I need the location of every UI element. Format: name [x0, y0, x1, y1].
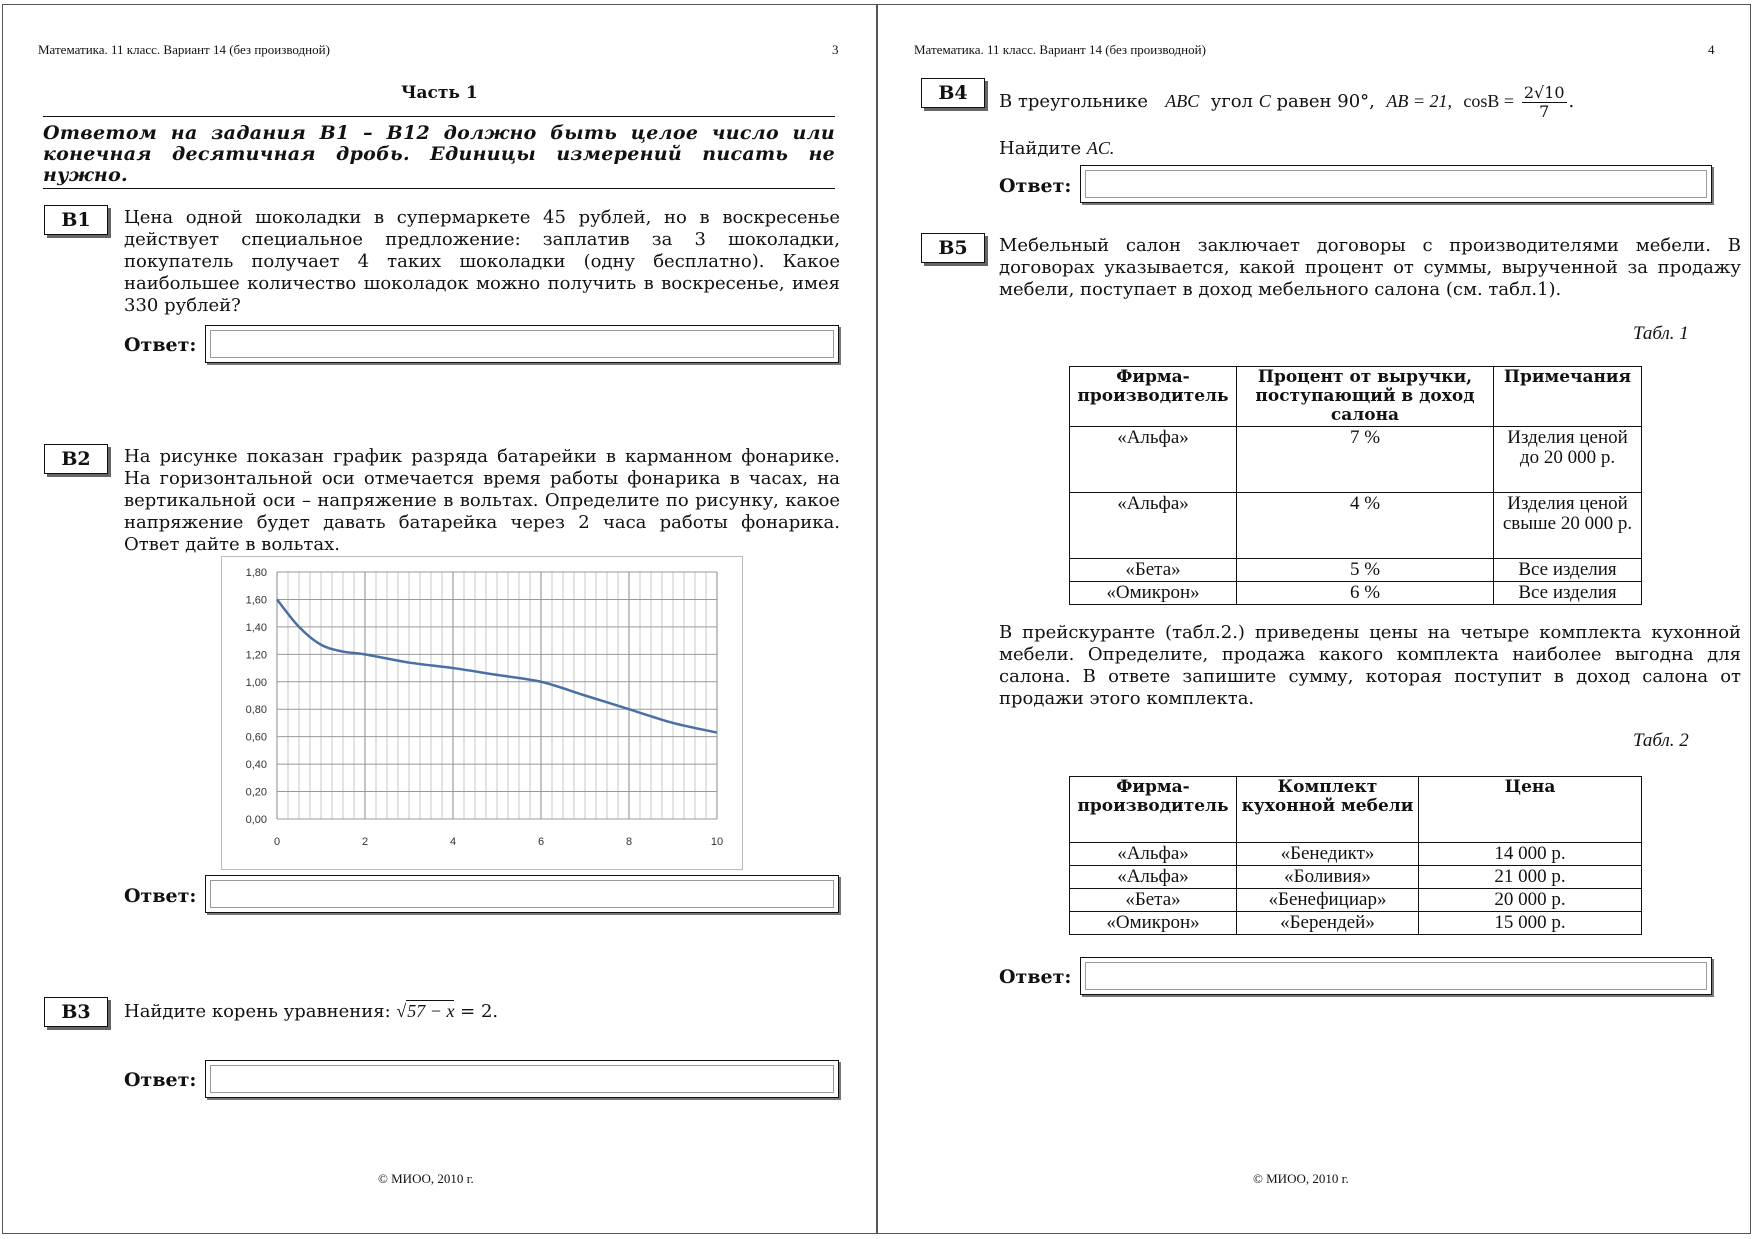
answer-field-b2[interactable]: [205, 875, 839, 913]
page-number: 3: [832, 42, 839, 57]
x-tick-label: 10: [710, 836, 724, 848]
table-cell: «Альфа»: [1070, 843, 1237, 866]
task-text-b3: Найдите корень уравнения: √57 − x = 2.: [124, 1001, 499, 1022]
b3-radicand: 57 − x: [407, 1001, 455, 1021]
x-tick-label: 8: [625, 836, 633, 848]
b4-text: Найдите: [999, 138, 1082, 159]
y-tick-label: 0,20: [245, 786, 267, 799]
table-cell: «Бенефициар»: [1237, 889, 1419, 912]
y-tick-label: 0,00: [245, 814, 267, 826]
right-page: [877, 4, 1751, 1234]
table-cell: 6 %: [1237, 582, 1494, 605]
table-row: [1070, 912, 1642, 935]
b4-ac: AC.: [1086, 138, 1115, 158]
task-text-b4-line2: [999, 137, 1114, 160]
chart-svg: [222, 557, 742, 869]
header-title: Математика. 11 класс. Вариант 14 (без производной): [914, 42, 1206, 57]
table-cell: «Альфа»: [1070, 493, 1237, 559]
table1-header: Процент от выручки, поступающий в доход салона: [1237, 367, 1494, 427]
table-row: [1070, 559, 1642, 582]
answer-label-b1: Ответ:: [124, 334, 197, 356]
table-cell: Все изделия: [1494, 582, 1642, 605]
x-tick-label: 4: [449, 836, 457, 848]
x-tick-label: 0: [273, 836, 281, 848]
y-tick-label: 1,20: [245, 649, 267, 662]
table2-caption: Табл. 2: [1633, 730, 1689, 751]
b4-c: C: [1258, 91, 1271, 111]
y-tick-label: 1,80: [245, 567, 267, 579]
table-cell: 4 %: [1237, 493, 1494, 559]
table2-header: Фирма-производитель: [1070, 777, 1237, 843]
table-cell: 7 %: [1237, 427, 1494, 493]
battery-discharge-chart: [221, 556, 743, 870]
table1-header: Фирма-производитель: [1070, 367, 1237, 427]
y-tick-label: 1,40: [245, 621, 267, 634]
task-text-b5: Мебельный салон заключает договоры с производителями мебели. В договорах указывается, какой процент от суммы, вырученной за продажу мебели, поступает в доход мебельного салона (см. табл.1).: [999, 235, 1741, 300]
header-title: Математика. 11 класс. Вариант 14 (без производной): [38, 42, 330, 57]
table-cell: Все изделия: [1494, 559, 1642, 582]
task-label-b4: B4: [921, 78, 985, 108]
table-cell: «Альфа»: [1070, 866, 1237, 889]
task-text-b2: На рисунке показан график разряда батарейки в карманном фонарике. На горизонтальной оси отмечается время работы фонарика в часах, на вертикальной оси – напряжение в вольтах. Определите по рисунку, какое напряжение будет давать батарейка через 2 часа работы фонарика. Ответ дайте в вольтах.: [124, 446, 840, 555]
b3-text-before: Найдите корень уравнения:: [124, 1001, 391, 1022]
task-text-b1: Цена одной шоколадки в супермаркете 45 рублей, но в воскресенье действует специальное предложение: заплатив за 3 шоколадки, покупатель получает 4 таких шоколадки (одну бесплатно). Какое наибольшее количество шоколадок можно получить в воскресенье, имея 330 рублей?: [124, 207, 840, 316]
table-cell: «Берендей»: [1237, 912, 1419, 935]
left-page: [2, 4, 877, 1234]
table2-header: Комплект кухонной мебели: [1237, 777, 1419, 843]
table-cell: 15 000 р.: [1419, 912, 1642, 935]
table-cell: «Боливия»: [1237, 866, 1419, 889]
table-cell: Изделия ценой до 20 000 р.: [1494, 427, 1642, 493]
table-cell: 21 000 р.: [1419, 866, 1642, 889]
page-number: 4: [1708, 42, 1715, 57]
table-row: [1070, 427, 1642, 493]
y-tick-label: 1,60: [245, 594, 267, 607]
x-tick-label: 6: [537, 836, 545, 848]
table-prices: [1069, 776, 1642, 935]
task-label-b1: B1: [44, 205, 108, 235]
table-row: [1070, 843, 1642, 866]
x-tick-label: 2: [361, 836, 369, 848]
b4-fraction: [1522, 84, 1567, 121]
table-cell: «Бета»: [1070, 889, 1237, 912]
task-label-b3: B3: [44, 997, 108, 1027]
table1-header: Примечания: [1494, 367, 1642, 427]
task-text-b4: В треугольнике ABC угол C равен 90°, AB = 21, cosB = $\frac{2√10}{7}$ .: [999, 82, 1575, 121]
table-row: [1070, 866, 1642, 889]
table-cell: 14 000 р.: [1419, 843, 1642, 866]
y-tick-label: 0,80: [245, 704, 267, 717]
b4-ab: AB = 21,: [1386, 91, 1452, 111]
answer-label-b2: Ответ:: [124, 885, 197, 907]
b4-text: угол: [1210, 91, 1253, 112]
table-cell: «Омикрон»: [1070, 582, 1237, 605]
b4-abc: ABC: [1165, 91, 1200, 111]
b4-cos: cosB =: [1463, 91, 1515, 111]
task-text-b5-part2: В прейскуранте (табл.2.) приведены цены на четыре комплекта кухонной мебели. Определите, продажа какого комплекта наиболее выгодна для салона. В ответе запишите сумму, которая поступит в доход салона от продажи этого комплекта.: [999, 622, 1741, 709]
table-cell: «Альфа»: [1070, 427, 1237, 493]
answer-label-b4: Ответ:: [999, 175, 1072, 197]
footer: © МИОО, 2010 г.: [378, 1171, 474, 1186]
table-cell: «Омикрон»: [1070, 912, 1237, 935]
y-tick-label: 1,00: [245, 676, 267, 689]
answer-label-b5: Ответ:: [999, 966, 1072, 988]
table-cell: Изделия ценой свыше 20 000 р.: [1494, 493, 1642, 559]
b3-text-after: = 2.: [460, 1001, 499, 1022]
table-cell: 20 000 р.: [1419, 889, 1642, 912]
table-commission: [1069, 366, 1642, 605]
answer-field-b1[interactable]: [205, 325, 839, 363]
y-tick-label: 0,60: [245, 731, 267, 744]
answer-label-b3: Ответ:: [124, 1069, 197, 1091]
table2-header: Цена: [1419, 777, 1642, 843]
b4-frac-num: 2√10: [1523, 82, 1565, 102]
answer-field-b5[interactable]: [1080, 957, 1712, 995]
b4-text: В треугольнике: [999, 91, 1149, 112]
table-row: [1070, 493, 1642, 559]
answer-field-b4[interactable]: [1080, 165, 1712, 203]
task-label-b2: B2: [44, 444, 108, 474]
y-tick-label: 0,40: [245, 759, 267, 772]
table-cell: 5 %: [1237, 559, 1494, 582]
table-row: [1070, 582, 1642, 605]
table1-caption: Табл. 1: [1633, 323, 1689, 344]
task-label-b5: B5: [921, 233, 985, 263]
b4-frac-den: 7: [1539, 101, 1550, 121]
footer: © МИОО, 2010 г.: [1253, 1171, 1349, 1186]
answer-field-b3[interactable]: [205, 1060, 839, 1098]
b4-text: равен 90°,: [1276, 91, 1375, 112]
instructions: Ответом на задания В1 – В12 должно быть целое число или конечная десятичная дробь. Единицы измерений писать не нужно.: [43, 116, 835, 189]
table-cell: «Бенедикт»: [1237, 843, 1419, 866]
part-title: Часть 1: [401, 83, 478, 103]
table-row: [1070, 889, 1642, 912]
table-cell: «Бета»: [1070, 559, 1237, 582]
